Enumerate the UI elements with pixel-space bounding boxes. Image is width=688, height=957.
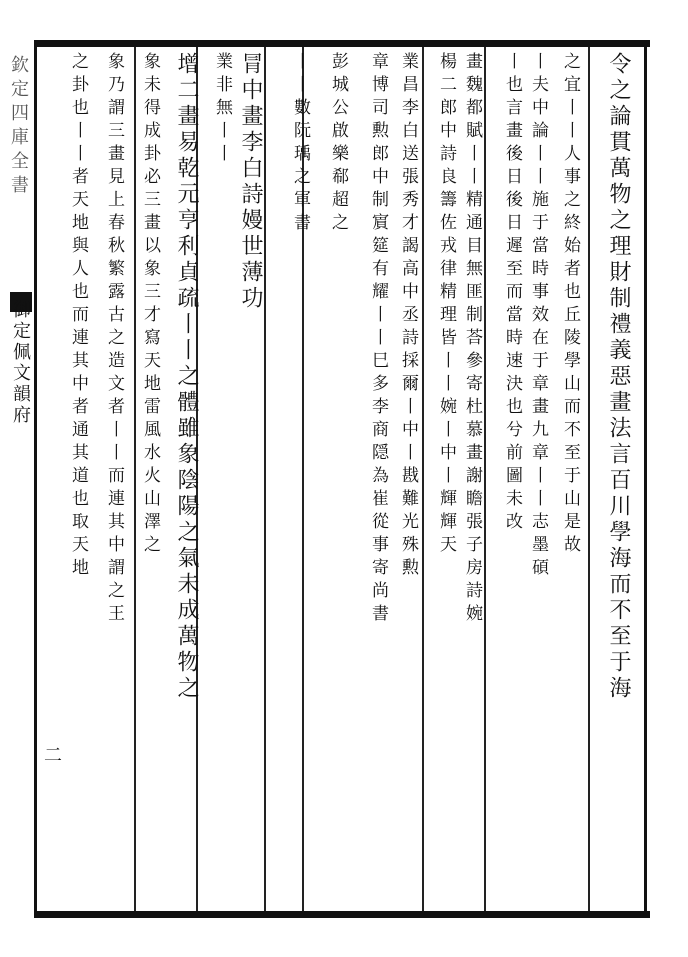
text-column: 丨夫中論丨丨施于當時事效在于章畫九章丨丨志墨碩 (528, 52, 548, 581)
right-border (644, 40, 647, 918)
text-column: 之卦也丨丨者天地與人也而連其中者通其道也取天地 (68, 52, 88, 581)
text-column: 象乃謂三畫見上春秋繁露古之造文者丨丨而連其中謂之王 (104, 52, 124, 627)
text-column: 之宜丨丨人事之終始者也丘陵學山而不至于山是故 (560, 52, 580, 558)
text-column: 彭城公啟樂郗超之 (328, 52, 348, 236)
text-column: 楊二郎中詩良籌佐戎律精理皆丨丨婉丨中丨輝輝天 (436, 52, 456, 558)
margin-book-title: 御定佩文韻府 (10, 300, 31, 426)
text-column: 增二畫易乾元亨利貞疏丨丨之體雖象陰陽之氣未成萬物之 (174, 52, 199, 702)
text-column: 丨也言畫後日後日遲至而當時速決也兮前圖未改 (502, 52, 522, 535)
margin-header: 欽定四庫全書 (8, 55, 29, 199)
text-column: 丨丨數阮瑀之軍書 (290, 52, 310, 236)
text-column: 業昌李白送張秀才謁高中丞詩採爾丨中丨戡難光殊勲 (398, 52, 418, 581)
text-column: 冐中畫李白詩嫚世薄功 (238, 52, 263, 312)
text-column: 業非無丨丨 (212, 52, 232, 167)
folio-number: 二 (41, 745, 62, 763)
left-border (34, 40, 37, 918)
text-column: 章博司勲郎中制賔筵有耀丨丨巳多李商隠為崔從事寄尚書 (368, 52, 388, 627)
text-column: 象未得成卦必三畫以象三才寫天地雷風水火山澤之 (140, 52, 160, 558)
top-border (34, 40, 650, 47)
text-column: 畫魏都賦丨丨精通目無匪制荅參寄杜慕畫謝瞻張子房詩婉 (462, 52, 482, 627)
text-column: 令之論貫萬物之理財制禮義惡畫法言百川學海而不至于海 (606, 52, 631, 702)
bottom-border (34, 911, 650, 918)
